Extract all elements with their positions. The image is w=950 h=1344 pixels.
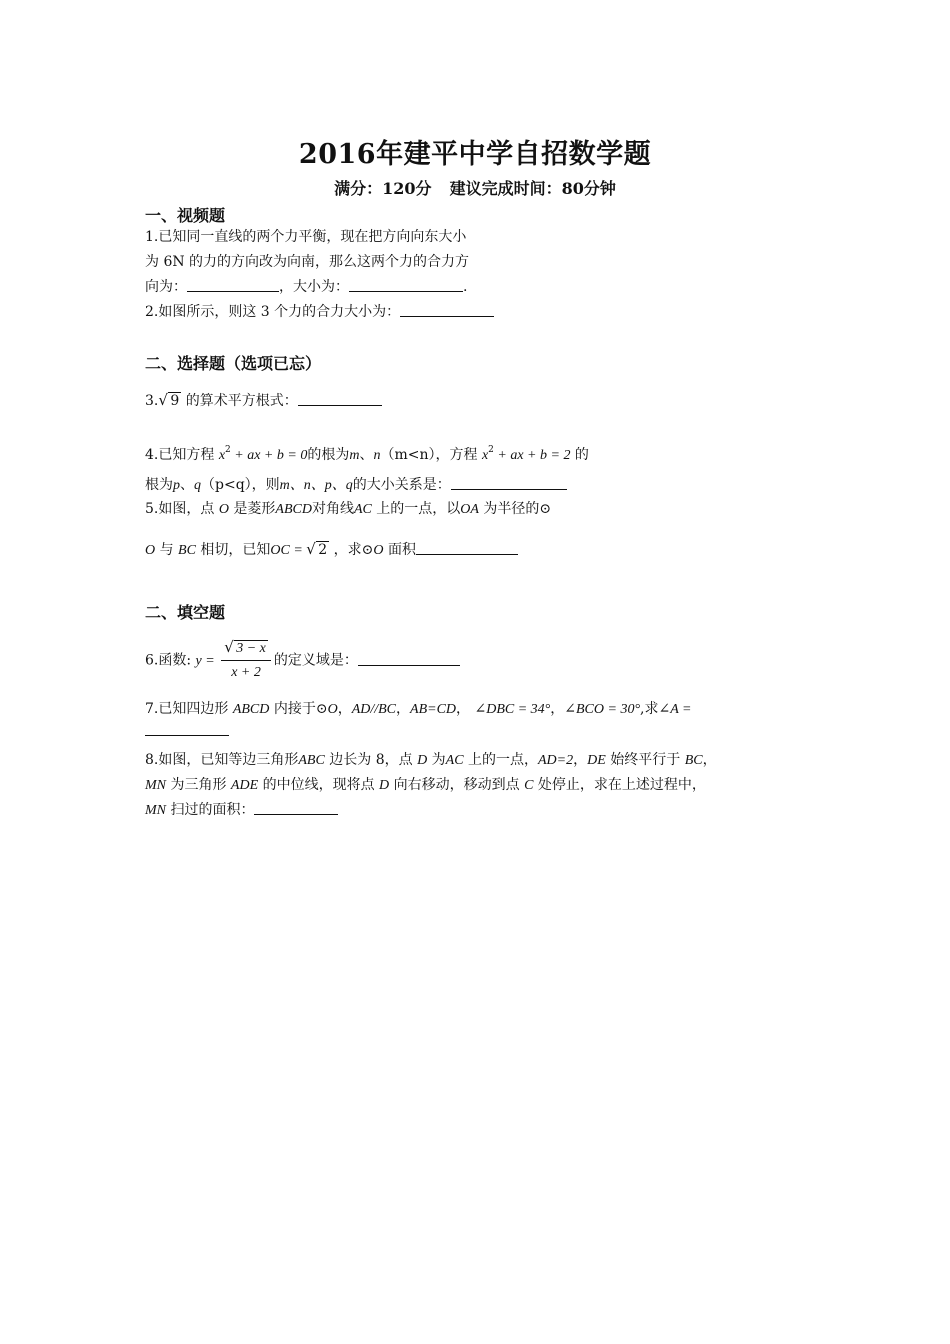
q5-point-o: O [218, 502, 229, 517]
q5-blank[interactable] [416, 542, 518, 555]
sqrt-symbol-2 [306, 541, 329, 559]
q8-d: D [417, 753, 428, 768]
q4-text-b: 的根为 [307, 447, 350, 463]
q4-eq2-rest: + ax + b = 2 [493, 448, 571, 463]
q7-line1 [145, 700, 691, 719]
q4-eq1-var: x [218, 448, 226, 463]
q6-blank[interactable] [358, 653, 460, 666]
q7-line2 [145, 722, 229, 740]
q4-blank[interactable] [451, 477, 567, 490]
q6-numerator: 3 − x [236, 641, 266, 656]
q8-line2-c: 向右移动，移动到点 [393, 777, 520, 793]
q7-g: ,求 [640, 701, 659, 717]
q4-sep2: 、 [180, 477, 194, 493]
q2-blank[interactable] [400, 304, 494, 317]
q4-line2-c: 的大小关系是： [352, 477, 451, 493]
q8-de: DE [587, 753, 606, 768]
q4-sep: 、 [359, 447, 374, 463]
q4-line2 [145, 476, 567, 495]
q4-text-d: 的 [574, 447, 589, 463]
q5-e: 为半径的⊙ [483, 501, 552, 517]
q7-angle-dbc: ∠DBC = 34° [474, 702, 551, 717]
q8-line3-a: 扫过的面积： [170, 802, 255, 818]
q3-text: 的算术平方根式： [185, 393, 298, 409]
q5-a: 5.如图，点 [145, 501, 215, 517]
q8-d-text: 上的一点， [468, 752, 538, 768]
q4-eq1-rest: + ax + b = 0 [230, 448, 308, 463]
q7-f: ， [550, 701, 565, 717]
q7-d: ， [396, 701, 411, 717]
q5-line2 [145, 541, 518, 560]
q8-line3 [145, 801, 338, 820]
q1-line3 [145, 278, 467, 296]
q8-bc: BC [684, 753, 703, 768]
q8-b: 边长为 8，点 [329, 752, 413, 768]
q8-line2-b: 的中位线，现将点 [262, 777, 375, 793]
q8-g: ， [702, 752, 717, 768]
q4-line2-a: 根为 [145, 477, 173, 493]
q5-abcd: ABCD [275, 502, 312, 517]
q3-line [145, 392, 382, 410]
q8-line2-a: 为三角形 [170, 777, 227, 793]
q6-prefix: 6.函数: [145, 652, 192, 669]
q7-ad-bc: AD//BC [351, 702, 397, 717]
q8-ade: ADE [230, 778, 259, 793]
q6-denominator: x + 2 [231, 665, 261, 680]
q5-line2-c: ，求⊙ [333, 542, 374, 558]
q1-magnitude-label: ，大小为： [279, 279, 349, 295]
full-score: 满分：120分 [334, 179, 432, 198]
q1-line2: 为 6N 的力的方向改为向南，那么这两个力的合力方 [145, 254, 470, 270]
q8-mn2: MN [145, 803, 166, 818]
q8-line1 [145, 751, 717, 770]
q6-text: 的定义域是： [273, 652, 358, 669]
q7-a: 7.已知四边形 [145, 701, 229, 717]
q8-ac: AC [445, 753, 464, 768]
section-heading-choice: 二、选择题（选项已忘） [145, 354, 322, 373]
q6-line [145, 638, 460, 683]
q5-o2: O [373, 543, 384, 558]
q5-line1 [145, 500, 551, 519]
section-heading-video: 一、视频题 [145, 206, 226, 225]
q5-circle-o: O [145, 543, 156, 558]
sqrt-symbol [158, 392, 181, 410]
q8-mn: MN [145, 778, 166, 793]
q5-b: 是菱形 [233, 501, 276, 517]
q8-blank[interactable] [254, 802, 338, 815]
q4-eq2-var: x [481, 448, 489, 463]
q4-cond1: （m<n） [380, 447, 436, 463]
q1-line1: 1.已知同一直线的两个力平衡，现在把方向向东大小 [145, 229, 467, 245]
q8-f: 始终平行于 [610, 752, 681, 768]
q4-text-a: 4.已知方程 [145, 447, 215, 463]
q5-line2-a: 与 [159, 542, 174, 558]
q5-bc: BC [178, 543, 196, 558]
q5-line2-d: 面积 [387, 542, 416, 558]
q7-blank[interactable] [145, 723, 229, 736]
q7-b: 内接于⊙ [273, 701, 328, 717]
q7-ab-cd: AB=CD [410, 702, 457, 717]
q3-blank[interactable] [298, 393, 382, 406]
q4-eq2-exp: 2 [488, 445, 494, 455]
q3-number: 3. [145, 393, 159, 409]
q5-line2-b: 相切，已知 [200, 542, 271, 558]
q5-ac: AC [353, 502, 372, 517]
q8-line2 [145, 776, 706, 795]
q4-text-c: ，方程 [435, 447, 478, 463]
q8-c: 为 [431, 752, 446, 768]
page-subtitle [0, 176, 950, 199]
q8-e: ， [573, 752, 588, 768]
q7-o: O [327, 702, 338, 717]
q4-var-m: m [349, 448, 360, 463]
q8-abc: ABC [298, 753, 325, 768]
q8-d2: D [379, 778, 390, 793]
q5-oc-eq: OC = [270, 543, 307, 558]
q5-radicand: 2 [318, 542, 328, 558]
q4-eq1-exp: 2 [225, 445, 231, 455]
q1-direction-label: 向为： [145, 279, 187, 295]
q6-fraction [221, 638, 271, 683]
q4-var-q: q [194, 478, 201, 493]
q4-vars: m、n、p、q [279, 478, 353, 493]
q7-c: ， [337, 701, 352, 717]
q3-radicand: 9 [170, 393, 180, 409]
q5-c: 对角线 [311, 501, 354, 517]
q8-a: 8.如图，已知等边三角形 [145, 752, 299, 768]
q4-var-p: p [173, 478, 180, 493]
q2-text: 2.如图所示，则这 3 个力的合力大小为： [145, 304, 401, 320]
q7-e: ， [456, 701, 471, 717]
q4-cond2: （p<q） [201, 477, 252, 493]
q5-oa: OA [460, 502, 479, 517]
q7-angle-bco: ∠BCO = 30° [564, 702, 641, 717]
q5-d: 上的一点，以 [376, 501, 461, 517]
section-heading-fill: 二、填空题 [145, 603, 226, 622]
q1-magnitude-blank[interactable] [349, 279, 463, 292]
suggested-time: 建议完成时间：80分钟 [449, 179, 616, 198]
q4-var-n: n [373, 448, 381, 463]
q1-direction-blank[interactable] [187, 279, 279, 292]
q8-c-point: C [524, 778, 534, 793]
q7-abcd: ABCD [232, 702, 270, 717]
q8-line2-d: 处停止，求在上述过程中， [537, 777, 706, 793]
q4-line2-b: ，则 [251, 477, 280, 493]
q7-angle-a: ∠A = [658, 702, 692, 717]
q2-line [145, 303, 494, 321]
q8-ad: AD=2 [538, 753, 574, 768]
page-title: 2016年建平中学自招数学题 [298, 139, 652, 170]
q1-period: . [463, 279, 468, 295]
q4-line1 [145, 441, 589, 465]
q6-y-eq: y = [195, 653, 219, 669]
